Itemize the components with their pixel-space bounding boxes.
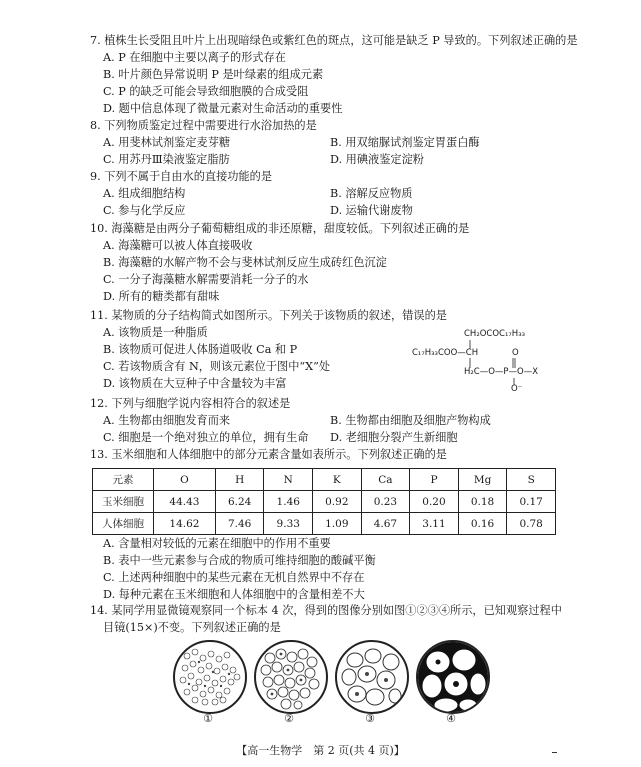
microscope-field-4 [416, 640, 490, 714]
molecule-left-chain: C₁₇H₃₃COO—CH [412, 348, 479, 358]
cells-pattern-fine [175, 642, 245, 712]
q9-option-b: B. 溶解反应物质 [330, 187, 413, 200]
q8-option-a: A. 用斐林试剂鉴定麦芽糖 [103, 136, 231, 149]
table-cell: 4.67 [361, 513, 410, 535]
footer-dash [552, 752, 557, 753]
q10-option-a: A. 海藻糖可以被人体直接吸收 [103, 239, 253, 252]
element-content-table [92, 468, 556, 535]
q7-option-a: A. P 在细胞中主要以离子的形式存在 [103, 51, 286, 64]
table-row [93, 513, 556, 535]
cells-pattern-large [337, 642, 407, 712]
q10-stem: 10. 海藻糖是由两分子葡萄糖组成的非还原糖，甜度较低。下列叙述正确的是 [90, 222, 470, 235]
q13-option-c: C. 上述两种细胞中的某些元素在无机自然界中不存在 [103, 571, 365, 584]
table-header-cell: P [410, 469, 459, 491]
q8-option-c: C. 用苏丹Ⅲ染液鉴定脂肪 [103, 153, 230, 166]
table-header-cell: Mg [458, 469, 507, 491]
table-cell: 0.92 [313, 491, 362, 513]
table-cell: 0.78 [507, 513, 556, 535]
cells-pattern-largest [418, 642, 488, 712]
q13-option-d: D. 每种元素在玉米细胞和人体细胞中的含量相差不大 [103, 588, 365, 601]
q12-option-b: B. 生物都由细胞及细胞产物构成 [330, 414, 491, 427]
table-cell: 人体细胞 [93, 513, 154, 535]
table-header-cell: S [507, 469, 556, 491]
microscope-field-1 [173, 640, 247, 714]
q8-option-b: B. 用双缩脲试剂鉴定胃蛋白酶 [330, 136, 480, 149]
q13-option-a: A. 含量相对较低的元素在细胞中的作用不重要 [103, 537, 331, 550]
q11-stem: 11. 某物质的分子结构简式如图所示。下列关于该物质的叙述，错误的是 [90, 309, 447, 322]
table-header-cell: 元素 [93, 469, 154, 491]
table-cell: 1.46 [264, 491, 313, 513]
table-cell: 0.16 [458, 513, 507, 535]
table-cell: 玉米细胞 [93, 491, 154, 513]
q7-option-b: B. 叶片颜色异常说明 P 是叶绿素的组成元素 [103, 68, 324, 81]
figure-label-3: ③ [365, 712, 375, 725]
q8-option-d: D. 用碘液鉴定淀粉 [330, 153, 424, 166]
q11-option-c: C. 若该物质含有 N，则该元素位于图中“X”处 [103, 360, 331, 373]
q7-stem: 7. 植株生长受阻且叶片上出现暗绿色或紫红色的斑点，这可能是缺乏 P 导致的。下列叙述正确的是 [90, 34, 578, 47]
q9-option-c: C. 参与化学反应 [103, 204, 186, 217]
microscope-field-2 [254, 640, 328, 714]
table-header-cell: O [154, 469, 216, 491]
table-row [93, 491, 556, 513]
q12-option-a: A. 生物都由细胞发育而来 [103, 414, 231, 427]
table-header-cell: N [264, 469, 313, 491]
table-cell: 0.20 [410, 491, 459, 513]
q13-stem: 13. 玉米细胞和人体细胞中的部分元素含量如表所示。下列叙述正确的是 [90, 448, 447, 461]
figure-label-1: ① [203, 712, 213, 725]
table-header-cell: Ca [361, 469, 410, 491]
q11-option-a: A. 该物质是一种脂质 [103, 326, 208, 339]
molecule-bottom-chain: H₂C—O—P—O—X [464, 367, 539, 377]
molecule-bonds [460, 338, 530, 388]
molecule-top-chain: CH₂OCOC₁₇H₃₃ [464, 329, 526, 339]
q12-stem: 12. 下列与细胞学说内容相符合的叙述是 [90, 397, 291, 410]
q7-option-d: D. 题中信息体现了微量元素对生命活动的重要性 [103, 102, 343, 115]
q10-option-b: B. 海藻糖的水解产物不会与斐林试剂反应生成砖红色沉淀 [103, 256, 387, 269]
q9-option-a: A. 组成细胞结构 [103, 187, 186, 200]
table-cell: 1.09 [313, 513, 362, 535]
q12-option-c: C. 细胞是一个绝对独立的单位，拥有生命 [103, 431, 309, 444]
q9-stem: 9. 下列不属于自由水的直接功能的是 [90, 170, 273, 183]
table-cell: 14.62 [154, 513, 216, 535]
q10-option-c: C. 一分子海藻糖水解需要消耗一分子的水 [103, 273, 309, 286]
q11-option-d: D. 该物质在大豆种子中含量较为丰富 [103, 377, 287, 390]
cells-pattern-medium [256, 642, 326, 712]
table-header-row [93, 469, 556, 491]
q12-option-d: D. 老细胞分裂产生新细胞 [330, 431, 458, 444]
table-cell: 7.46 [215, 513, 264, 535]
table-cell: 3.11 [410, 513, 459, 535]
table-header-cell: K [313, 469, 362, 491]
q7-option-c: C. P 的缺乏可能会导致细胞膜的合成受阻 [103, 85, 309, 98]
table-cell: 0.17 [507, 491, 556, 513]
q14-stem-line-2: 目镜(15×)不变。下列叙述正确的是 [103, 621, 281, 634]
figure-label-2: ② [284, 712, 294, 725]
page-footer: 【高一生物学 第 2 页(共 4 页)】 [236, 744, 405, 757]
q10-option-d: D. 所有的糖类都有甜味 [103, 290, 220, 303]
table-cell: 6.24 [215, 491, 264, 513]
molecule-phosphate-oxygen: O [512, 348, 519, 358]
figure-label-4: ④ [446, 712, 456, 725]
microscope-field-3 [335, 640, 409, 714]
molecule-phosphate-anion: O⁻ [511, 384, 523, 394]
table-cell: 44.43 [154, 491, 216, 513]
q11-option-b: B. 该物质可促进人体肠道吸收 Ca 和 P [103, 343, 298, 356]
q14-stem-line-1: 14. 某同学用显微镜观察同一个标本 4 次，得到的图像分别如图①②③④所示，已知观察过程中 [90, 604, 562, 617]
q8-stem: 8. 下列物质鉴定过程中需要进行水浴加热的是 [90, 119, 317, 132]
table-header-cell: H [215, 469, 264, 491]
q9-option-d: D. 运输代谢废物 [330, 204, 413, 217]
table-cell: 9.33 [264, 513, 313, 535]
table-cell: 0.23 [361, 491, 410, 513]
q13-option-b: B. 表中一些元素参与合成的物质可维持细胞的酸碱平衡 [103, 554, 376, 567]
table-cell: 0.18 [458, 491, 507, 513]
